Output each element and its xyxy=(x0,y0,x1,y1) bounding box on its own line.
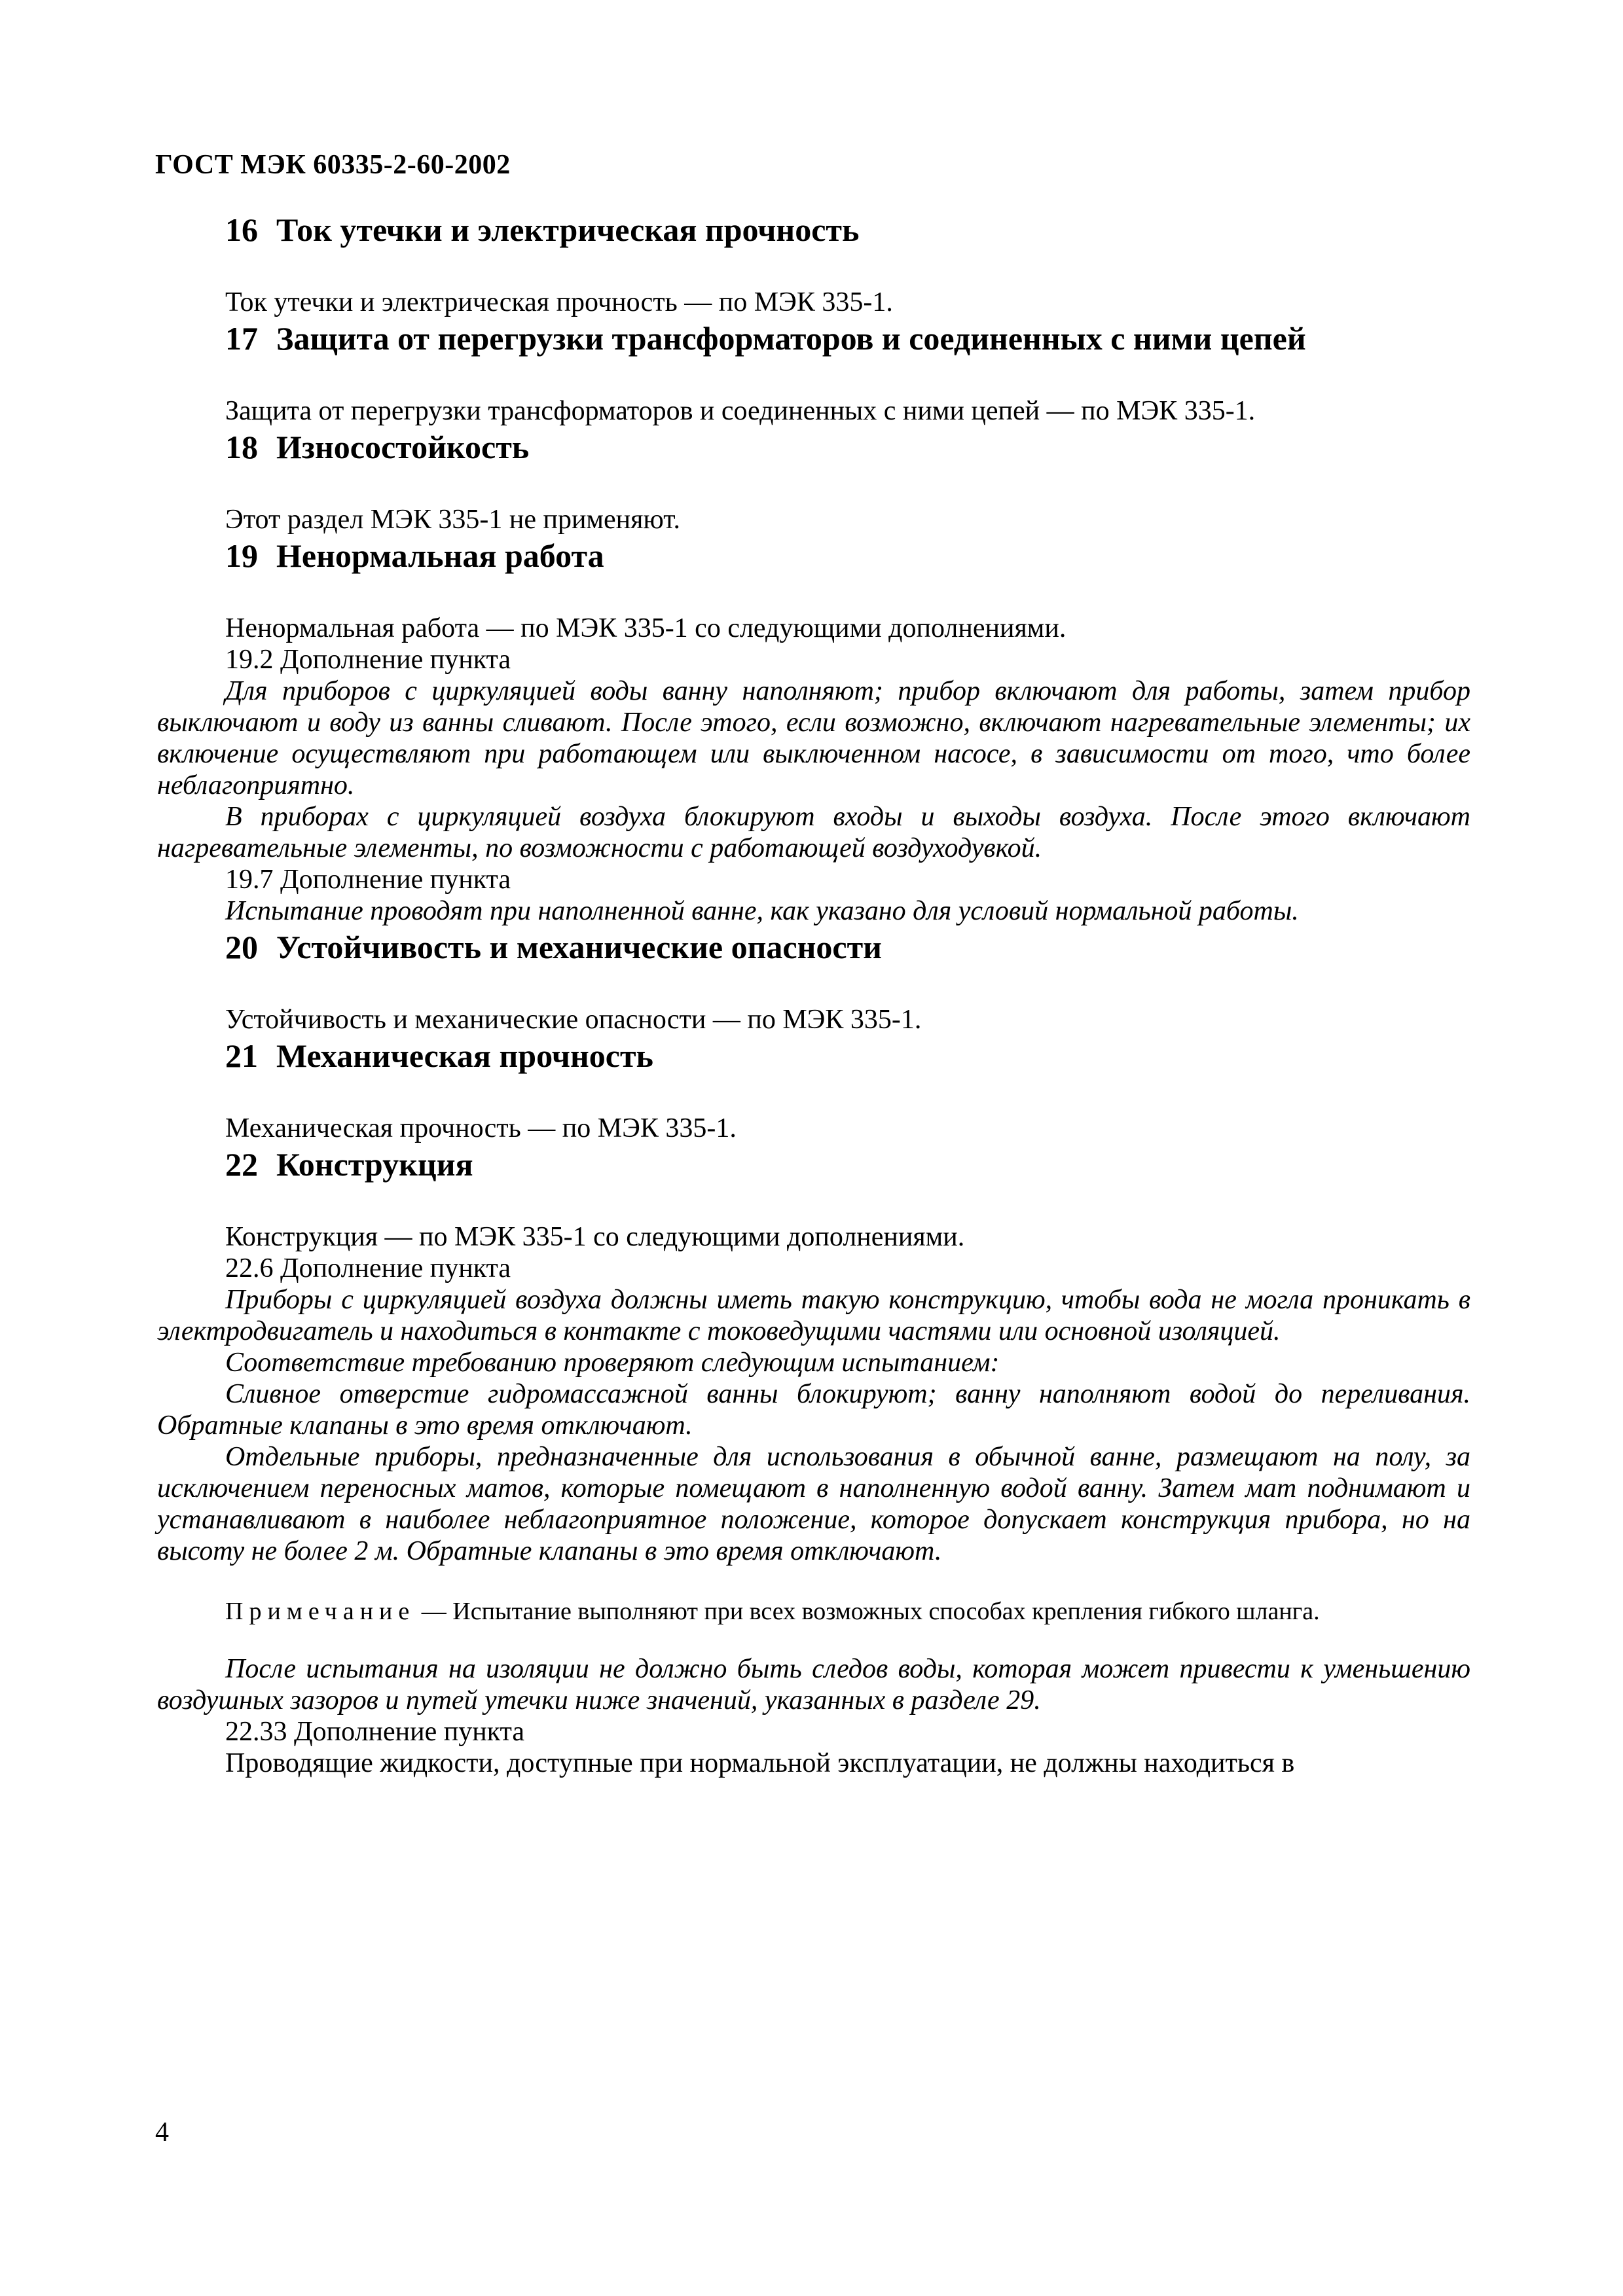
clause-text: Соответствие требованию проверяют следующим испытанием: xyxy=(225,1348,1000,1378)
clause-text: Для приборов с циркуляцией воды ванну наполняют; прибор включают для работы, затем прибор выключают и воду из ванны сливают. После этого, если возможно, включают нагревательные элементы; их включение осуществляют при работающем или выключенном насосе, в зависимости от того, что более неблагоприятно. xyxy=(157,676,1470,800)
section-body-20: Устойчивость и механические опасности — по МЭК 335-1. xyxy=(225,1005,922,1035)
clause-text: Сливное отверстие гидромассажной ванны блокируют; ванну наполняют водой до переливания. Обратные клапаны в это время отключают. xyxy=(157,1379,1470,1441)
document-code-header: ГОСТ МЭК 60335-2-60-2002 xyxy=(155,150,511,180)
section-number: 17 xyxy=(225,320,258,357)
section-title: Конструкция xyxy=(276,1146,473,1183)
section-number: 18 xyxy=(225,429,258,465)
section-heading-18 xyxy=(157,427,1470,467)
section-number: 19 xyxy=(225,537,258,574)
section-title: Устойчивость и механические опасности xyxy=(276,929,882,965)
clause-label-22-6: 22.6 Дополнение пункта xyxy=(225,1253,511,1283)
section-number: 20 xyxy=(225,929,258,965)
clause-label-19-7: 19.7 Дополнение пункта xyxy=(225,865,511,895)
note-label: Примечание xyxy=(225,1598,416,1625)
document-body xyxy=(157,209,1470,1779)
clause-text: Проводящие жидкости, доступные при нормальной эксплуатации, не должны находиться в xyxy=(225,1748,1295,1778)
page-number: 4 xyxy=(155,2117,169,2147)
section-heading-21 xyxy=(157,1035,1470,1076)
section-body-21: Механическая прочность — по МЭК 335-1. xyxy=(225,1113,737,1143)
section-title: Защита от перегрузки трансформаторов и соединенных с ними цепей xyxy=(276,320,1306,357)
section-body-16: Ток утечки и электрическая прочность — по МЭК 335-1. xyxy=(225,287,893,317)
section-body-17: Защита от перегрузки трансформаторов и соединенных с ними цепей — по МЭК 335-1. xyxy=(225,396,1256,426)
section-body-22: Конструкция — по МЭК 335-1 со следующими дополнениями. xyxy=(225,1222,965,1252)
clause-text: В приборах с циркуляцией воздуха блокируют входы и выходы воздуха. После этого включают нагревательные элементы, по возможности с работающей воздуходувкой. xyxy=(157,802,1470,863)
section-number: 21 xyxy=(225,1037,258,1074)
section-title: Износостойкость xyxy=(276,429,530,465)
section-number: 16 xyxy=(225,211,258,248)
section-heading-20 xyxy=(157,927,1470,967)
section-title: Ненормальная работа xyxy=(276,537,604,574)
section-heading-19 xyxy=(157,535,1470,576)
note-text: — Испытание выполняют при всех возможных способах крепления гибкого шланга. xyxy=(415,1598,1320,1625)
section-number: 22 xyxy=(225,1146,258,1183)
section-heading-22 xyxy=(157,1144,1470,1185)
clause-text: Испытание проводят при наполненной ванне, как указано для условий нормальной работы. xyxy=(225,896,1299,926)
section-heading-17 xyxy=(157,318,1470,359)
clause-text: После испытания на изоляции не должно быть следов воды, которая может привести к уменьшению воздушных зазоров и путей утечки ниже значений, указанных в разделе 29. xyxy=(157,1654,1470,1715)
clause-text: Отдельные приборы, предназначенные для использования в обычной ванне, размещают на полу, за исключением переносных матов, которые помещают в наполненную водой ванну. Затем мат поднимают и устанавливают в наиболее неблагоприятное положение, которое допускает конструкция прибора, но на высоту не более 2 м. Обратные клапаны в это время отключают. xyxy=(157,1442,1470,1566)
section-title: Механическая прочность xyxy=(276,1037,654,1074)
section-title: Ток утечки и электрическая прочность xyxy=(276,211,860,248)
section-body-18: Этот раздел МЭК 335-1 не применяют. xyxy=(225,505,680,535)
section-body-19: Ненормальная работа — по МЭК 335-1 со следующими дополнениями. xyxy=(225,613,1067,643)
clause-text: Приборы с циркуляцией воздуха должны иметь такую конструкцию, чтобы вода не могла проникать в электродвигатель и находиться в контакте с токоведущими частями или основной изоляцией. xyxy=(157,1285,1470,1346)
clause-label-19-2: 19.2 Дополнение пункта xyxy=(225,645,511,675)
note xyxy=(157,1596,1470,1627)
clause-label-22-33: 22.33 Дополнение пункта xyxy=(225,1717,525,1747)
section-heading-16 xyxy=(157,209,1470,250)
